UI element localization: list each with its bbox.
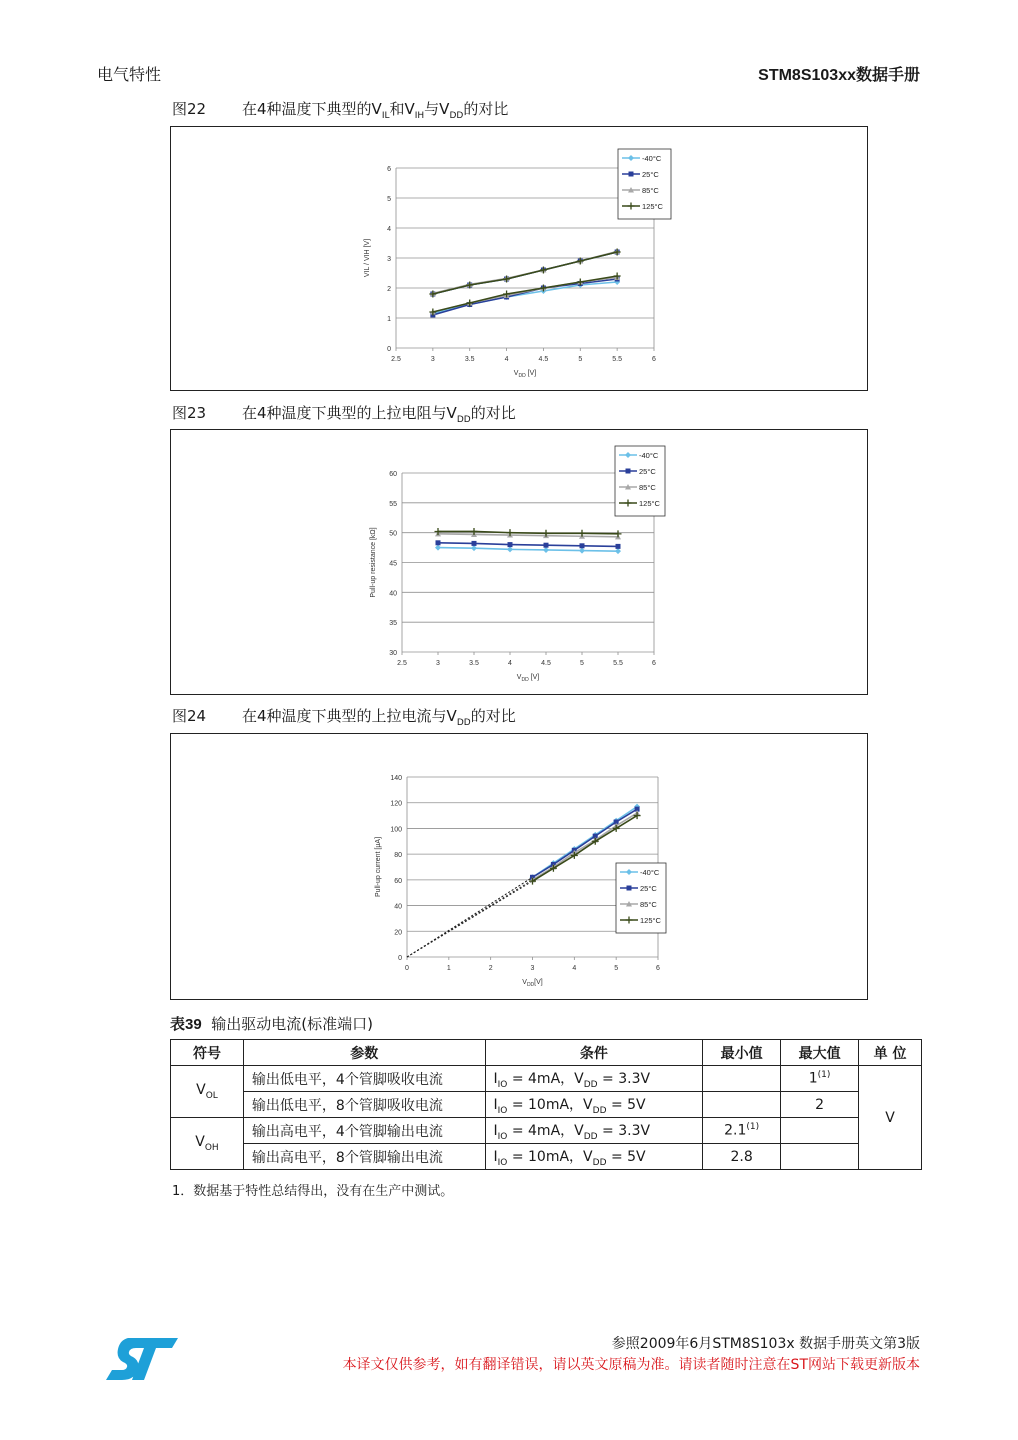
y-tick-label: 140	[390, 775, 402, 782]
y-tick-label: 40	[394, 903, 402, 911]
max-cell	[781, 1144, 859, 1170]
y-tick-label: 5	[387, 196, 391, 203]
x-tick-label: 2.5	[397, 660, 407, 667]
legend-label: 125°C	[642, 202, 663, 211]
data-point	[507, 546, 513, 552]
y-tick-label: 60	[394, 877, 402, 885]
data-point	[543, 547, 549, 553]
figure-24-title: 图24 在4种温度下典型的上拉电流与$V_{DD}$的对比	[172, 707, 516, 728]
y-axis-label: Pull-up current [µA]	[375, 836, 382, 898]
legend-label: 125°C	[639, 499, 660, 508]
y-tick-label: 20	[394, 929, 402, 937]
x-tick-label: 5.5	[612, 356, 623, 363]
x-tick-label: 5	[614, 965, 619, 972]
x-tick-label: 5	[580, 660, 584, 667]
data-point	[544, 543, 549, 548]
data-point	[580, 543, 585, 548]
data-point	[634, 812, 641, 819]
y-axis-label: Pull-up resistance [kΩ]	[370, 527, 377, 598]
table-title: 表39 输出驱动电流(标准端口)	[170, 1015, 373, 1033]
data-point	[613, 825, 620, 832]
table-footnote: 1．数据基于特性总结得出，没有在生产中测试。	[172, 1184, 454, 1199]
footer-disclaimer: 本译文仅供参考，如有翻译错误，请以英文原稿为准。请读者随时注意在ST网站下载更新版本	[342, 1357, 920, 1373]
figure-23-box	[170, 429, 868, 695]
x-tick-label: 3.5	[464, 356, 475, 363]
param-cell: 输出高电平，4个管脚输出电流	[243, 1118, 485, 1144]
figure-number: 图22	[172, 100, 207, 118]
document-header: STM8S103xx数据手册	[758, 67, 920, 84]
legend-label: 25°C	[640, 884, 657, 893]
y-tick-label: 55	[389, 500, 397, 508]
figure-23-title: 图23 在4种温度下典型的上拉电阻与$V_{DD}$的对比	[172, 404, 516, 425]
x-tick-label: 4	[504, 356, 509, 363]
output-drive-table	[170, 1039, 922, 1170]
x-axis-label: $V_{DD}[V]$	[522, 979, 543, 988]
y-tick-label: 60	[389, 471, 397, 478]
x-tick-label: 4	[508, 660, 512, 667]
legend-label: 25°C	[639, 467, 656, 476]
col-condition: 条件	[485, 1040, 703, 1066]
table-row	[171, 1118, 922, 1144]
x-tick-label: 4.5	[541, 660, 551, 667]
col-symbol: 符号	[171, 1040, 244, 1066]
min-cell	[703, 1066, 781, 1092]
section-header: 电气特性	[97, 65, 162, 84]
series-line	[438, 534, 618, 537]
y-tick-label: 30	[389, 650, 397, 657]
col-max: 最大值	[781, 1040, 859, 1066]
min-cell: 2.1$^{(1)}$	[703, 1118, 781, 1144]
x-tick-label: 4	[572, 965, 577, 972]
y-tick-label: 50	[389, 530, 397, 538]
symbol-cell: $V_{OL}$	[171, 1066, 244, 1118]
x-tick-label: 1	[446, 965, 451, 972]
max-cell: 2	[781, 1092, 859, 1118]
param-cell: 输出高电平，8个管脚输出电流	[243, 1144, 485, 1170]
legend-label: -40°C	[640, 868, 660, 877]
col-unit: 单 位	[859, 1040, 922, 1066]
max-cell	[781, 1118, 859, 1144]
data-point	[629, 172, 634, 177]
data-point	[472, 541, 477, 546]
unit-cell: V	[859, 1066, 922, 1170]
y-axis-label: VIL / VIH [V]	[364, 238, 371, 278]
x-tick-label: 2.5	[391, 356, 401, 363]
legend-label: 25°C	[642, 170, 659, 179]
legend-label: 85°C	[639, 483, 656, 492]
figure-22-box	[170, 126, 868, 391]
pullup-resistance-chart	[171, 430, 867, 694]
x-tick-label: 6	[652, 356, 656, 363]
extrapolation-line	[407, 877, 533, 957]
x-tick-label: 3	[436, 660, 440, 667]
data-point	[435, 545, 441, 551]
data-point	[616, 544, 621, 549]
y-tick-label: 100	[390, 826, 402, 834]
x-tick-label: 4.5	[538, 356, 549, 363]
y-tick-label: 80	[394, 852, 402, 860]
extrapolation-line	[407, 881, 533, 957]
figure-24-box	[170, 733, 868, 1000]
min-cell	[703, 1092, 781, 1118]
min-cell: 2.8	[703, 1144, 781, 1170]
condition-cell: $I_{IO} = 10mA$，$V_{DD} = 5V$	[485, 1144, 703, 1170]
y-tick-label: 45	[389, 560, 397, 568]
series-line	[438, 543, 618, 547]
vil-vih-chart	[171, 127, 867, 390]
data-point	[615, 548, 621, 554]
condition-cell: $I_{IO} = 10mA$，$V_{DD} = 5V$	[485, 1092, 703, 1118]
data-point	[579, 548, 585, 554]
figure-22-title: 图22 在4种温度下典型的$V_{IL}$和$V_{IH}$与$V_{DD}$的对比	[172, 100, 509, 121]
condition-cell: $I_{IO} = 4mA$，$V_{DD} = 3.3V$	[485, 1066, 703, 1092]
y-tick-label: 4	[387, 226, 391, 233]
y-tick-label: 0	[398, 955, 402, 962]
y-tick-label: 120	[390, 800, 402, 808]
param-cell: 输出低电平，4个管脚吸收电流	[243, 1066, 485, 1092]
legend-label: 85°C	[640, 900, 657, 909]
data-point	[627, 886, 632, 891]
y-tick-label: 6	[387, 166, 391, 173]
y-tick-label: 3	[387, 256, 391, 263]
extrapolation-line	[407, 880, 533, 957]
data-point	[508, 542, 513, 547]
x-tick-label: 6	[656, 965, 660, 972]
max-cell: 1$^{(1)}$	[781, 1066, 859, 1092]
legend-label: 125°C	[640, 916, 661, 925]
col-parameter: 参数	[243, 1040, 485, 1066]
legend-label: 85°C	[642, 186, 659, 195]
st-logo-icon	[106, 1336, 180, 1386]
x-tick-label: 2	[488, 965, 493, 972]
y-tick-label: 1	[387, 316, 391, 323]
param-cell: 输出低电平，8个管脚吸收电流	[243, 1092, 485, 1118]
footer-reference: 参照2009年6月STM8S103x 数据手册英文第3版	[611, 1336, 920, 1352]
x-tick-label: 3	[530, 965, 535, 972]
x-tick-label: 0	[405, 965, 409, 972]
x-tick-label: 3	[430, 356, 435, 363]
figure-number: 图23	[172, 404, 207, 422]
legend-label: -40°C	[639, 451, 659, 460]
legend-label: -40°C	[642, 154, 662, 163]
series-line	[438, 548, 618, 552]
x-tick-label: 6	[652, 660, 656, 667]
x-axis-label: $V_{DD}$ [V]	[513, 370, 537, 379]
table-row	[171, 1092, 922, 1118]
y-tick-label: 40	[389, 590, 397, 598]
figure-number: 图24	[172, 707, 207, 725]
x-tick-label: 5.5	[613, 660, 623, 667]
y-tick-label: 2	[387, 286, 391, 293]
table-row	[171, 1144, 922, 1170]
data-point	[436, 540, 441, 545]
pullup-current-chart	[171, 734, 867, 999]
y-tick-label: 35	[389, 620, 397, 628]
table-header-row	[171, 1040, 922, 1066]
data-point	[471, 545, 477, 551]
x-axis-label: $V_{DD}$ [V]	[516, 674, 540, 683]
table-row	[171, 1066, 922, 1092]
symbol-cell: $V_{OH}$	[171, 1118, 244, 1170]
col-min: 最小值	[703, 1040, 781, 1066]
y-tick-label: 0	[387, 346, 391, 353]
x-tick-label: 3.5	[469, 660, 479, 667]
data-point	[626, 469, 631, 474]
condition-cell: $I_{IO} = 4mA$，$V_{DD} = 3.3V$	[485, 1118, 703, 1144]
x-tick-label: 5	[578, 356, 583, 363]
